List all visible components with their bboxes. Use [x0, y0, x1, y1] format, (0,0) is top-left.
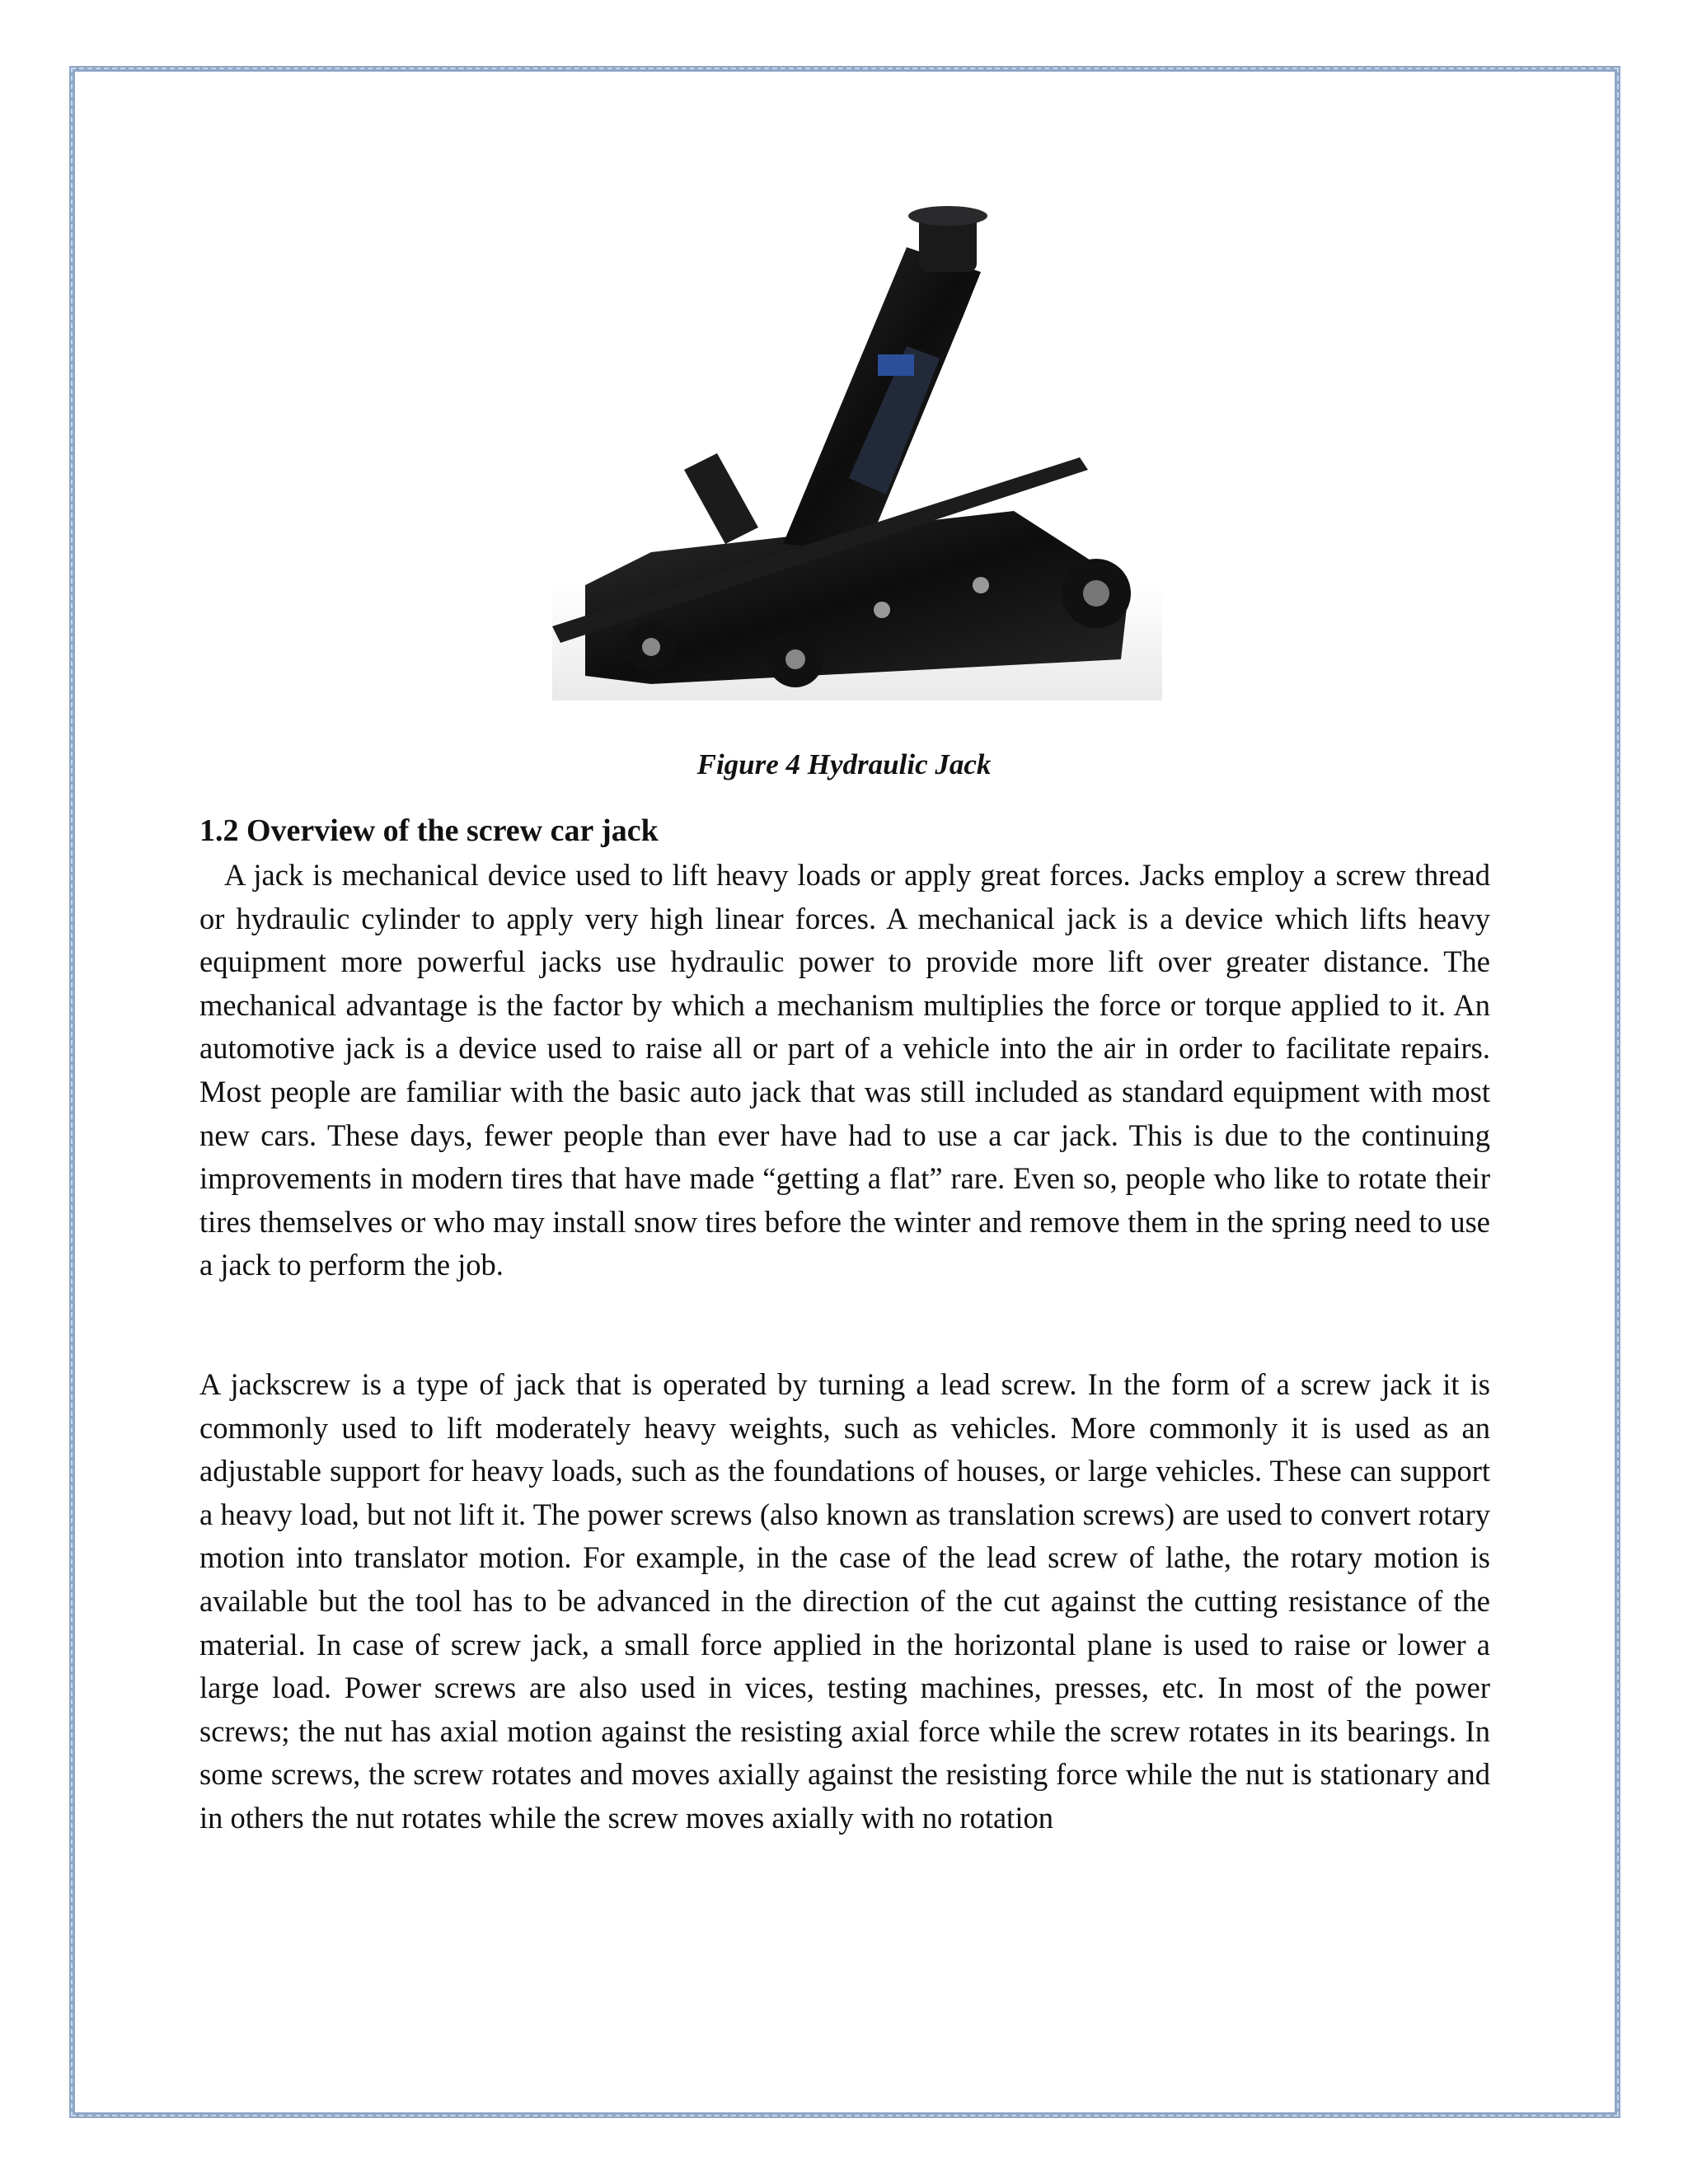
figure-caption: Figure 4 Hydraulic Jack: [696, 748, 992, 780]
paragraph-1: A jack is mechanical device used to lift heavy loads or apply great forces. Jacks employ a screw thread or hydraulic cylinder to apply very high linear forces. A mechanical jack is a device which lifts heavy equipment more powerful jacks use hydraulic power to provide more lift over greater distance. The mechanical advantage is the factor by which a mechanism multiplies the force or torque applied to it. An automotive jack is a device used to raise all or part of a vehicle into the air in order to facilitate repairs. Most people are familiar with the basic auto jack that was still included as standard equipment with most new cars. These days, fewer people than ever have had to use a car jack. This is due to the continuing improvements in modern tires that have made “getting a flat” rare. Even so, people who like to rotate their tires themselves or who may install snow tires before the winter and remove them in the spring need to use a jack to perform the job.: [199, 858, 1490, 1282]
section-heading: 1.2 Overview of the screw car jack: [199, 813, 659, 848]
hydraulic-jack-image: [552, 198, 1162, 701]
paragraph-2: A jackscrew is a type of jack that is operated by turning a lead screw. In the form of a screw jack it is commonly used to lift moderately heavy weights, such as vehicles. More commonly it is used as an adjustable support for heavy loads, such as the foundations of houses, or large vehicles. These can support a heavy load, but not lift it. The power screws (also known as translation screws) are used to convert rotary motion into translator motion. For example, in the case of the lead screw of lathe, the rotary motion is available but the tool has to be advanced in the direction of the cut against the cutting resistance of the material. In case of screw jack, a small force applied in the horizontal plane is used to raise or lower a large load. Power screws are also used in vices, testing machines, presses, etc. In most of the power screws; the nut has axial motion against the resisting axial force while the screw rotates in its bearings. In some screws, the screw rotates and moves axially against the resisting force while the nut is stationary and in others the nut rotates while the screw moves axially with no rotation: [199, 1367, 1490, 1835]
